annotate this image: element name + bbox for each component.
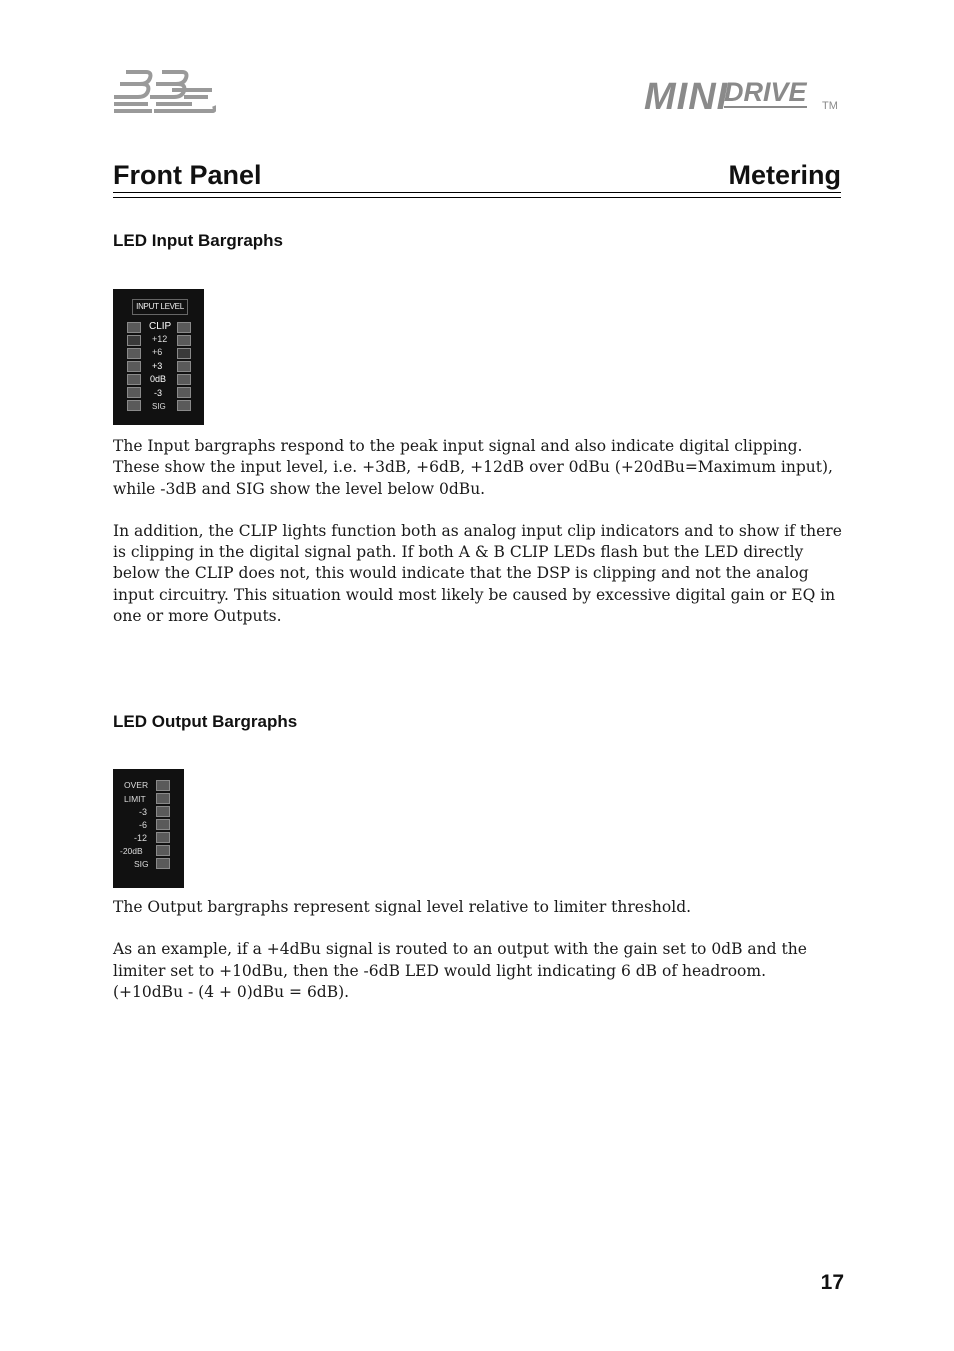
led-a-7 <box>127 400 141 411</box>
input-label-plus3: +3 <box>152 361 163 371</box>
out-led-6 <box>156 845 170 856</box>
output-bargraphs-heading: LED Output Bargraphs <box>113 712 298 731</box>
input-label-0db: 0dB <box>150 374 167 384</box>
title-rule-top <box>113 192 841 193</box>
led-a-2 <box>127 335 141 346</box>
input-label-plus6: +6 <box>152 347 163 357</box>
trademark-mark: TM <box>822 100 838 112</box>
minidrive-logo <box>644 76 844 118</box>
led-a-4 <box>127 361 141 372</box>
led-a-3 <box>127 348 141 359</box>
output-level-panel-image <box>113 769 184 888</box>
logo-mini-text: MINI <box>644 76 729 118</box>
led-b-7 <box>177 400 191 411</box>
led-b-6 <box>177 387 191 398</box>
page-number: 17 <box>820 1271 844 1294</box>
led-a-1 <box>127 322 141 333</box>
input-label-plus12: +12 <box>152 334 168 344</box>
output-label-sig: SIG <box>134 859 149 869</box>
led-b-5 <box>177 374 191 385</box>
section-title-right: Metering <box>728 160 841 190</box>
output-label-minus12: -12 <box>134 833 148 843</box>
out-led-1 <box>156 780 170 791</box>
output-label-limit: LIMIT <box>124 794 146 804</box>
out-led-5 <box>156 832 170 843</box>
output-paragraph-1: The Output bargraphs represent signal level relative to limiter threshold. <box>113 898 692 916</box>
input-bargraphs-heading: LED Input Bargraphs <box>113 231 284 250</box>
input-paragraph-2: In addition, the CLIP lights function both as analog input clip indicators and to show if there is clipping in the digital signal path. If both A & B CLIP LEDs flash but the LED directly below the CLIP does not, this would indicate that the DSP is clipping and not the analog input circuitry. This situation would most likely be caused by excessive digital gain or EQ in one or more Outputs. <box>113 521 842 626</box>
out-led-7 <box>156 858 170 869</box>
output-label-minus20db: -20dB <box>120 846 143 856</box>
output-label-minus6: -6 <box>139 820 148 830</box>
out-led-4 <box>156 819 170 830</box>
input-label-sig: SIG <box>152 402 166 411</box>
output-label-over: OVER <box>124 780 149 790</box>
input-level-panel-image <box>113 289 204 425</box>
input-label-minus3: -3 <box>154 388 163 398</box>
led-a-6 <box>127 387 141 398</box>
led-b-3 <box>177 348 191 359</box>
title-rule-bottom <box>113 197 841 198</box>
input-paragraph-1: The Input bargraphs respond to the peak input signal and also indicate digital clipping. These show the input level, i.e. +3dB, +6dB, +12dB over 0dBu (+20dBu=Maximum input), while -3dB and SIG show the level below 0dBu. <box>113 437 833 498</box>
input-label-clip: CLIP <box>149 321 172 332</box>
logo-drive-text: DRIVE <box>724 77 807 107</box>
output-paragraph-2: As an example, if a +4dBu signal is routed to an output with the gain set to 0dB and the limiter set to +10dBu, then the -6dB LED would light indicating 6 dB of headroom. <box>113 940 807 980</box>
led-a-5 <box>127 374 141 385</box>
led-b-4 <box>177 361 191 372</box>
input-panel-title: INPUT LEVEL <box>132 299 188 315</box>
section-title-left: Front Panel <box>113 160 262 190</box>
led-b-2 <box>177 335 191 346</box>
led-b-1 <box>177 322 191 333</box>
output-paragraph-3: (+10dBu - (4 + 0)dBu = 6dB). <box>113 982 350 1001</box>
out-led-2 <box>156 793 170 804</box>
bss-logo <box>112 68 216 116</box>
out-led-3 <box>156 806 170 817</box>
output-bargraphs-description <box>113 897 843 1003</box>
input-bargraphs-description <box>113 436 843 627</box>
output-label-minus3: -3 <box>139 807 148 817</box>
